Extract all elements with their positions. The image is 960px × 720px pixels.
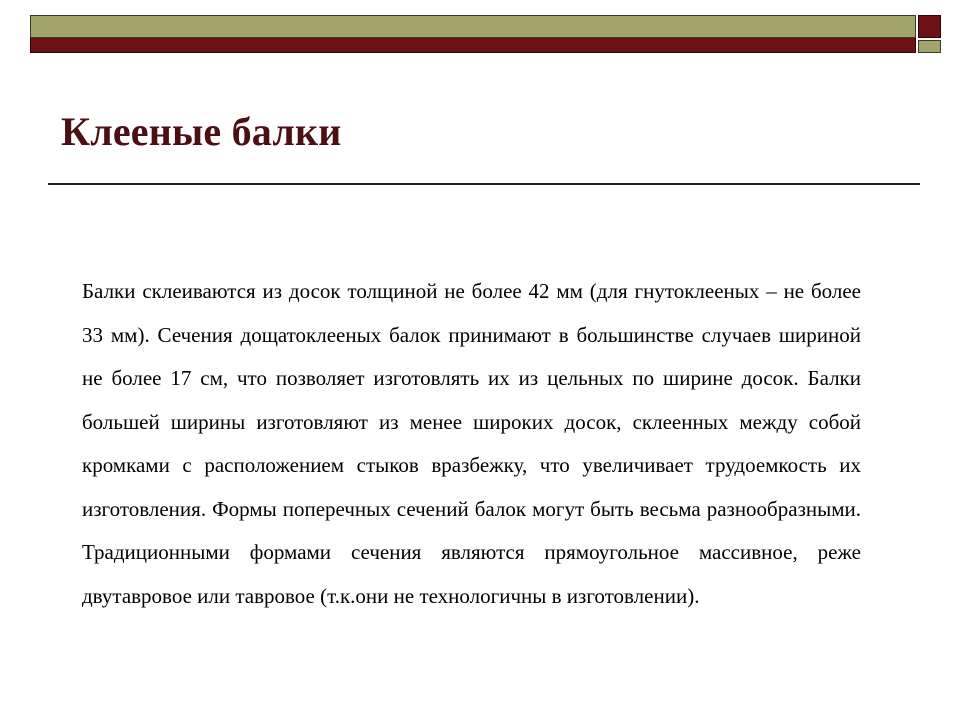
title-divider xyxy=(48,183,920,185)
header-olive-bar xyxy=(30,15,916,38)
corner-maroon-square xyxy=(918,15,941,38)
slide-body-text: Балки склеиваются из досок толщиной не более 42 мм (для гнутоклееных – не более 33 мм). Сечения дощатоклееных балок принимают в большинстве случаев шириной не более 17 см, что позволяет изготовлять их из цельных по ширине досок. Балки большей ширины изготовляют из менее широких досок, склеенных между собой кромками с расположением стыков вразбежку, что увеличивает трудоемкость их изготовления. Формы поперечных сечений балок могут быть весьма разнообразными. Традиционными формами сечения являются прямоугольное массивное, реже двутавровое или тавровое (т.к.они не технологичны в изготовлении). xyxy=(82,279,861,608)
header-maroon-bar xyxy=(30,38,916,53)
corner-olive-square xyxy=(918,40,941,53)
slide-title: Клееные балки xyxy=(61,109,342,154)
